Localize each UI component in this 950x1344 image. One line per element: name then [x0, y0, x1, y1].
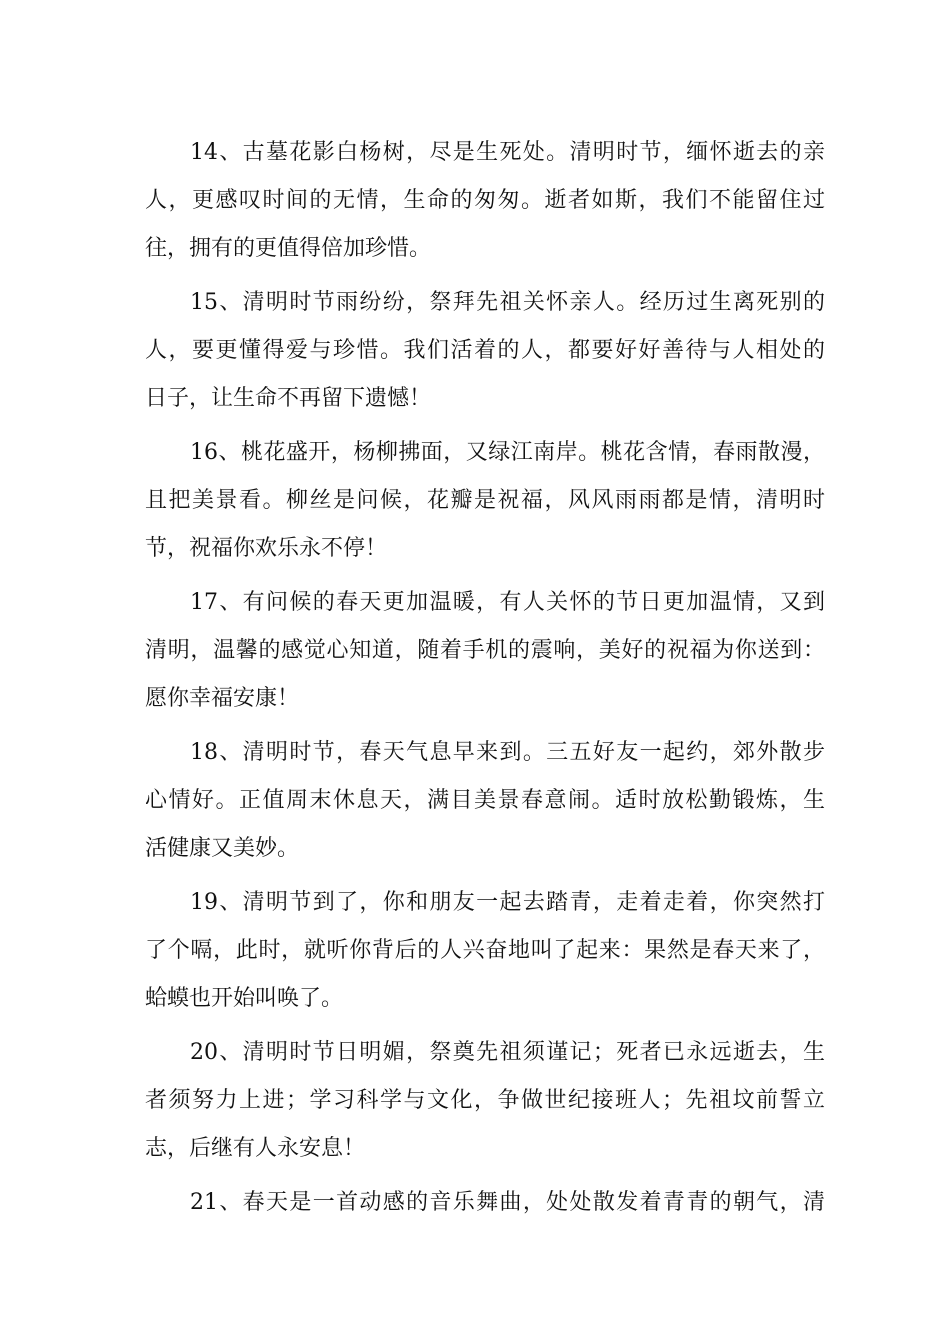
- paragraph-line: 清明，温馨的感觉心知道，随着手机的震响，美好的祝福为你送到：: [145, 638, 825, 663]
- paragraph-line: 21、春天是一首动感的音乐舞曲，处处散发着青青的朝气，清: [190, 1190, 825, 1215]
- paragraph-16: [145, 430, 825, 580]
- paragraph-17: [145, 580, 825, 730]
- paragraph-line: 15、清明时节雨纷纷，祭拜先祖关怀亲人。经历过生离死别的: [190, 290, 825, 315]
- paragraph-line: 节，祝福你欢乐永不停！: [145, 536, 388, 561]
- paragraph-line: 蛤蟆也开始叫唤了。: [145, 986, 344, 1011]
- paragraph-line: 20、清明时节日明媚，祭奠先祖须谨记；死者已永远逝去，生: [190, 1040, 825, 1065]
- paragraph-19: [145, 880, 825, 1030]
- paragraph-line: 人，要更懂得爱与珍惜。我们活着的人，都要好好善待与人相处的: [145, 338, 825, 363]
- paragraph-line: 了个嗝，此时，就听你背后的人兴奋地叫了起来：果然是春天来了，: [145, 938, 825, 963]
- paragraph-line: 日子，让生命不再留下遗憾！: [145, 386, 432, 411]
- paragraph-line: 心情好。正值周末休息天，满目美景春意闹。适时放松勤锻炼，生: [145, 788, 825, 813]
- paragraph-20: [145, 1030, 825, 1180]
- paragraph-line: 17、有问候的春天更加温暖，有人关怀的节日更加温情，又到: [190, 590, 825, 615]
- paragraph-line: 19、清明节到了，你和朋友一起去踏青，走着走着，你突然打: [190, 890, 825, 915]
- paragraph-21: [145, 1180, 825, 1330]
- paragraph-line: 且把美景看。柳丝是问候，花瓣是祝福，风风雨雨都是情，清明时: [145, 488, 825, 513]
- document-body: [145, 130, 825, 1330]
- paragraph-line: 活健康又美妙。: [145, 836, 300, 861]
- paragraph-line: 14、古墓花影白杨树，尽是生死处。清明时节，缅怀逝去的亲: [190, 140, 825, 165]
- paragraph-line: 往，拥有的更值得倍加珍惜。: [145, 236, 432, 261]
- paragraph-line: 16、桃花盛开，杨柳拂面，又绿江南岸。桃花含情，春雨散漫，: [190, 440, 825, 465]
- paragraph-15: [145, 280, 825, 430]
- paragraph-line: 人，更感叹时间的无情，生命的匆匆。逝者如斯，我们不能留住过: [145, 188, 825, 213]
- paragraph-line: 者须努力上进；学习科学与文化，争做世纪接班人；先祖坟前誓立: [145, 1088, 825, 1113]
- paragraph-line: 愿你幸福安康！: [145, 686, 300, 711]
- paragraph-18: [145, 730, 825, 880]
- paragraph-line: 18、清明时节，春天气息早来到。三五好友一起约，郊外散步: [190, 740, 825, 765]
- paragraph-line: 志，后继有人永安息！: [145, 1136, 366, 1161]
- paragraph-14: [145, 130, 825, 280]
